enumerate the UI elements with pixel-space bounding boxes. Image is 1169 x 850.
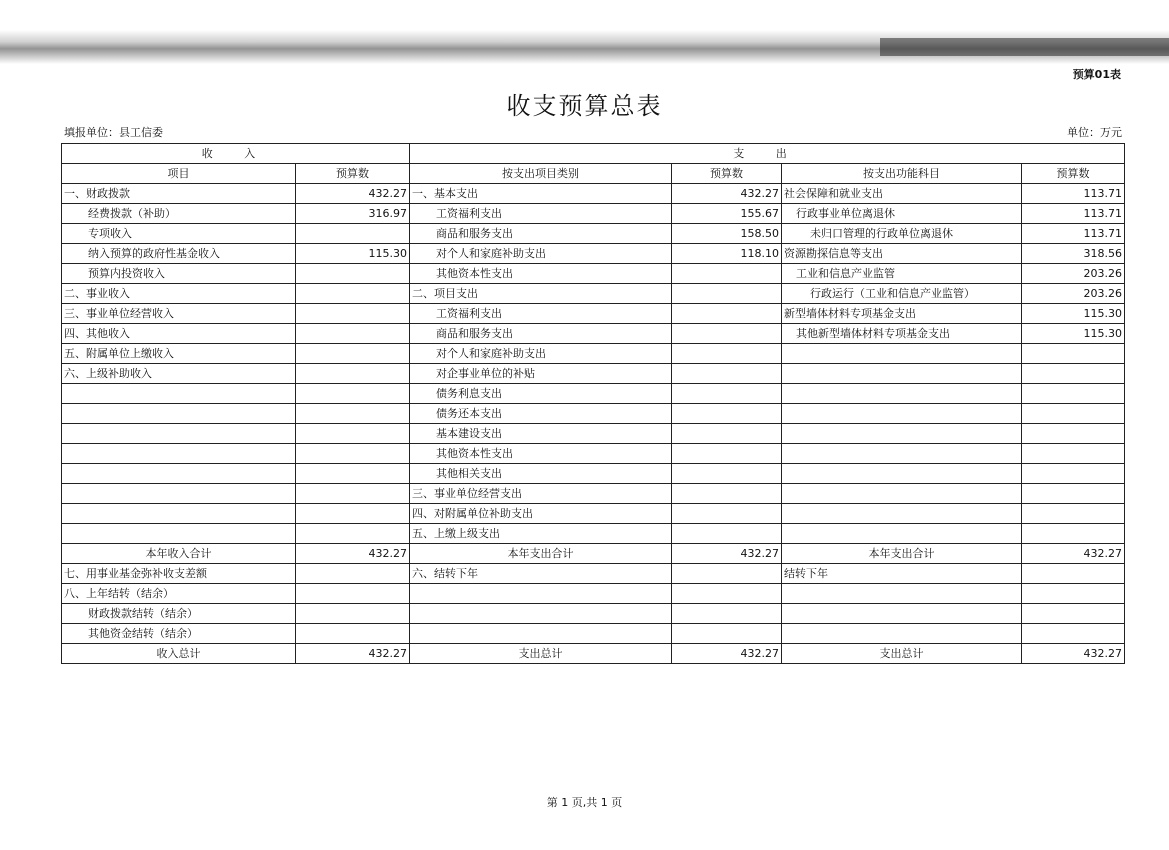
income-amount-cell: [296, 384, 410, 404]
function-item-cell: 行政事业单位离退休: [782, 204, 1022, 224]
col-header-function-amount: 预算数: [1022, 164, 1125, 184]
table-row: [62, 384, 1125, 404]
category-amount-cell: [672, 624, 782, 644]
income-amount-cell: 432.27: [296, 544, 410, 564]
table-row: [62, 604, 1125, 624]
function-amount-cell: 113.71: [1022, 224, 1125, 244]
function-amount-cell: 432.27: [1022, 544, 1125, 564]
category-amount-cell: [672, 324, 782, 344]
income-item-cell: [62, 504, 296, 524]
category-amount-cell: 118.10: [672, 244, 782, 264]
table-row: [62, 644, 1125, 664]
income-item-cell: 专项收入: [62, 224, 296, 244]
income-item-cell: 二、事业收入: [62, 284, 296, 304]
category-item-cell: 商品和服务支出: [410, 324, 672, 344]
income-amount-cell: [296, 584, 410, 604]
function-item-cell: [782, 584, 1022, 604]
expense-group-header: 支 出: [410, 144, 1125, 164]
form-code: 预算01表: [1072, 68, 1121, 81]
income-group-header: 收 入: [62, 144, 410, 164]
table-row: [62, 404, 1125, 424]
table-row: [62, 284, 1125, 304]
category-amount-cell: [672, 604, 782, 624]
category-amount-cell: 155.67: [672, 204, 782, 224]
income-amount-cell: [296, 604, 410, 624]
function-item-cell: [782, 344, 1022, 364]
income-amount-cell: 115.30: [296, 244, 410, 264]
category-item-cell: 一、基本支出: [410, 184, 672, 204]
income-amount-cell: [296, 524, 410, 544]
function-amount-cell: [1022, 584, 1125, 604]
income-item-cell: [62, 384, 296, 404]
category-amount-cell: [672, 464, 782, 484]
table-row: [62, 624, 1125, 644]
function-amount-cell: [1022, 564, 1125, 584]
function-item-cell: 本年支出合计: [782, 544, 1022, 564]
page-footer: 第 1 页,共 1 页: [546, 796, 623, 809]
income-amount-cell: [296, 304, 410, 324]
category-item-cell: 对个人和家庭补助支出: [410, 244, 672, 264]
income-item-cell: 经费拨款（补助）: [62, 204, 296, 224]
category-item-cell: 三、事业单位经营支出: [410, 484, 672, 504]
category-item-cell: [410, 584, 672, 604]
category-amount-cell: [672, 444, 782, 464]
table-row: [62, 324, 1125, 344]
function-item-cell: [782, 364, 1022, 384]
function-amount-cell: [1022, 604, 1125, 624]
function-item-cell: [782, 384, 1022, 404]
income-amount-cell: [296, 484, 410, 504]
function-amount-cell: 113.71: [1022, 204, 1125, 224]
column-header-row: [62, 164, 1125, 184]
income-amount-cell: [296, 224, 410, 244]
category-item-cell: 支出总计: [410, 644, 672, 664]
function-amount-cell: [1022, 364, 1125, 384]
function-item-cell: [782, 504, 1022, 524]
table-row: [62, 264, 1125, 284]
income-amount-cell: [296, 504, 410, 524]
income-item-cell: [62, 484, 296, 504]
category-amount-cell: 158.50: [672, 224, 782, 244]
function-item-cell: 未归口管理的行政单位离退休: [782, 224, 1022, 244]
category-item-cell: 基本建设支出: [410, 424, 672, 444]
category-item-cell: 其他资本性支出: [410, 444, 672, 464]
income-amount-cell: [296, 404, 410, 424]
category-item-cell: 工资福利支出: [410, 204, 672, 224]
money-unit: 单位：万元: [1067, 126, 1122, 139]
table-row: [62, 544, 1125, 564]
budget-summary-table: [61, 143, 1125, 664]
table-row: [62, 244, 1125, 264]
category-amount-cell: [672, 584, 782, 604]
category-item-cell: 六、结转下年: [410, 564, 672, 584]
category-amount-cell: [672, 384, 782, 404]
income-amount-cell: [296, 264, 410, 284]
function-item-cell: 支出总计: [782, 644, 1022, 664]
table-row: [62, 344, 1125, 364]
function-item-cell: [782, 424, 1022, 444]
page-title: 收支预算总表: [506, 92, 663, 120]
col-header-category-amount: 预算数: [672, 164, 782, 184]
function-amount-cell: [1022, 464, 1125, 484]
table-row: [62, 364, 1125, 384]
income-amount-cell: [296, 344, 410, 364]
category-amount-cell: [672, 524, 782, 544]
function-item-cell: 新型墙体材料专项基金支出: [782, 304, 1022, 324]
income-item-cell: 本年收入合计: [62, 544, 296, 564]
table-row: [62, 204, 1125, 224]
table-row: [62, 424, 1125, 444]
function-amount-cell: [1022, 624, 1125, 644]
function-amount-cell: 115.30: [1022, 304, 1125, 324]
function-item-cell: [782, 404, 1022, 424]
income-amount-cell: [296, 324, 410, 344]
function-amount-cell: 203.26: [1022, 284, 1125, 304]
category-amount-cell: [672, 564, 782, 584]
income-item-cell: 七、用事业基金弥补收支差额: [62, 564, 296, 584]
income-amount-cell: [296, 624, 410, 644]
col-header-income-amount: 预算数: [296, 164, 410, 184]
function-amount-cell: 203.26: [1022, 264, 1125, 284]
group-header-row: [62, 144, 1125, 164]
income-item-cell: 预算内投资收入: [62, 264, 296, 284]
col-header-expense-function: 按支出功能科目: [782, 164, 1022, 184]
category-amount-cell: [672, 304, 782, 324]
function-item-cell: [782, 604, 1022, 624]
function-item-cell: [782, 524, 1022, 544]
income-amount-cell: [296, 424, 410, 444]
table-row: [62, 584, 1125, 604]
filling-unit: 填报单位：县工信委: [64, 126, 163, 139]
function-amount-cell: [1022, 504, 1125, 524]
function-item-cell: 其他新型墙体材料专项基金支出: [782, 324, 1022, 344]
category-amount-cell: [672, 484, 782, 504]
col-header-income-item: 项目: [62, 164, 296, 184]
function-amount-cell: 432.27: [1022, 644, 1125, 664]
function-amount-cell: 318.56: [1022, 244, 1125, 264]
category-item-cell: [410, 604, 672, 624]
income-item-cell: [62, 464, 296, 484]
category-amount-cell: 432.27: [672, 644, 782, 664]
category-item-cell: 对企事业单位的补贴: [410, 364, 672, 384]
income-item-cell: 四、其他收入: [62, 324, 296, 344]
function-amount-cell: 115.30: [1022, 324, 1125, 344]
category-item-cell: [410, 624, 672, 644]
category-item-cell: 本年支出合计: [410, 544, 672, 564]
income-item-cell: 纳入预算的政府性基金收入: [62, 244, 296, 264]
income-item-cell: [62, 404, 296, 424]
category-item-cell: 其他相关支出: [410, 464, 672, 484]
table-row: [62, 184, 1125, 204]
category-item-cell: 工资福利支出: [410, 304, 672, 324]
function-amount-cell: [1022, 424, 1125, 444]
table-row: [62, 524, 1125, 544]
category-item-cell: 五、上缴上级支出: [410, 524, 672, 544]
income-item-cell: [62, 424, 296, 444]
category-item-cell: 对个人和家庭补助支出: [410, 344, 672, 364]
function-amount-cell: [1022, 524, 1125, 544]
income-amount-cell: 432.27: [296, 644, 410, 664]
table-row: [62, 484, 1125, 504]
table-row: [62, 444, 1125, 464]
income-amount-cell: [296, 564, 410, 584]
function-amount-cell: [1022, 484, 1125, 504]
income-amount-cell: [296, 284, 410, 304]
function-amount-cell: [1022, 404, 1125, 424]
table-row: [62, 564, 1125, 584]
category-amount-cell: [672, 424, 782, 444]
income-amount-cell: [296, 464, 410, 484]
table-row: [62, 464, 1125, 484]
income-amount-cell: [296, 444, 410, 464]
function-item-cell: [782, 444, 1022, 464]
income-item-cell: 收入总计: [62, 644, 296, 664]
category-amount-cell: 432.27: [672, 184, 782, 204]
table-row: [62, 304, 1125, 324]
table-row: [62, 504, 1125, 524]
category-item-cell: 其他资本性支出: [410, 264, 672, 284]
category-amount-cell: [672, 504, 782, 524]
income-amount-cell: 316.97: [296, 204, 410, 224]
category-item-cell: 债务利息支出: [410, 384, 672, 404]
income-item-cell: 三、事业单位经营收入: [62, 304, 296, 324]
income-item-cell: 财政拨款结转（结余）: [62, 604, 296, 624]
function-item-cell: [782, 484, 1022, 504]
category-amount-cell: [672, 344, 782, 364]
function-item-cell: [782, 464, 1022, 484]
function-amount-cell: [1022, 444, 1125, 464]
function-item-cell: 社会保障和就业支出: [782, 184, 1022, 204]
scan-edge-artifact: [0, 30, 1169, 64]
category-item-cell: 债务还本支出: [410, 404, 672, 424]
income-item-cell: [62, 524, 296, 544]
income-amount-cell: 432.27: [296, 184, 410, 204]
income-item-cell: 六、上级补助收入: [62, 364, 296, 384]
col-header-expense-category: 按支出项目类别: [410, 164, 672, 184]
function-item-cell: [782, 624, 1022, 644]
category-item-cell: 四、对附属单位补助支出: [410, 504, 672, 524]
income-item-cell: 其他资金结转（结余）: [62, 624, 296, 644]
category-item-cell: 商品和服务支出: [410, 224, 672, 244]
table-row: [62, 224, 1125, 244]
function-item-cell: 工业和信息产业监管: [782, 264, 1022, 284]
category-amount-cell: [672, 404, 782, 424]
category-item-cell: 二、项目支出: [410, 284, 672, 304]
function-item-cell: 资源勘探信息等支出: [782, 244, 1022, 264]
category-amount-cell: 432.27: [672, 544, 782, 564]
category-amount-cell: [672, 284, 782, 304]
function-amount-cell: 113.71: [1022, 184, 1125, 204]
category-amount-cell: [672, 364, 782, 384]
function-amount-cell: [1022, 384, 1125, 404]
income-item-cell: 八、上年结转（结余）: [62, 584, 296, 604]
income-item-cell: 五、附属单位上缴收入: [62, 344, 296, 364]
income-item-cell: 一、财政拨款: [62, 184, 296, 204]
function-amount-cell: [1022, 344, 1125, 364]
category-amount-cell: [672, 264, 782, 284]
function-item-cell: 行政运行（工业和信息产业监管）: [782, 284, 1022, 304]
function-item-cell: 结转下年: [782, 564, 1022, 584]
income-amount-cell: [296, 364, 410, 384]
income-item-cell: [62, 444, 296, 464]
